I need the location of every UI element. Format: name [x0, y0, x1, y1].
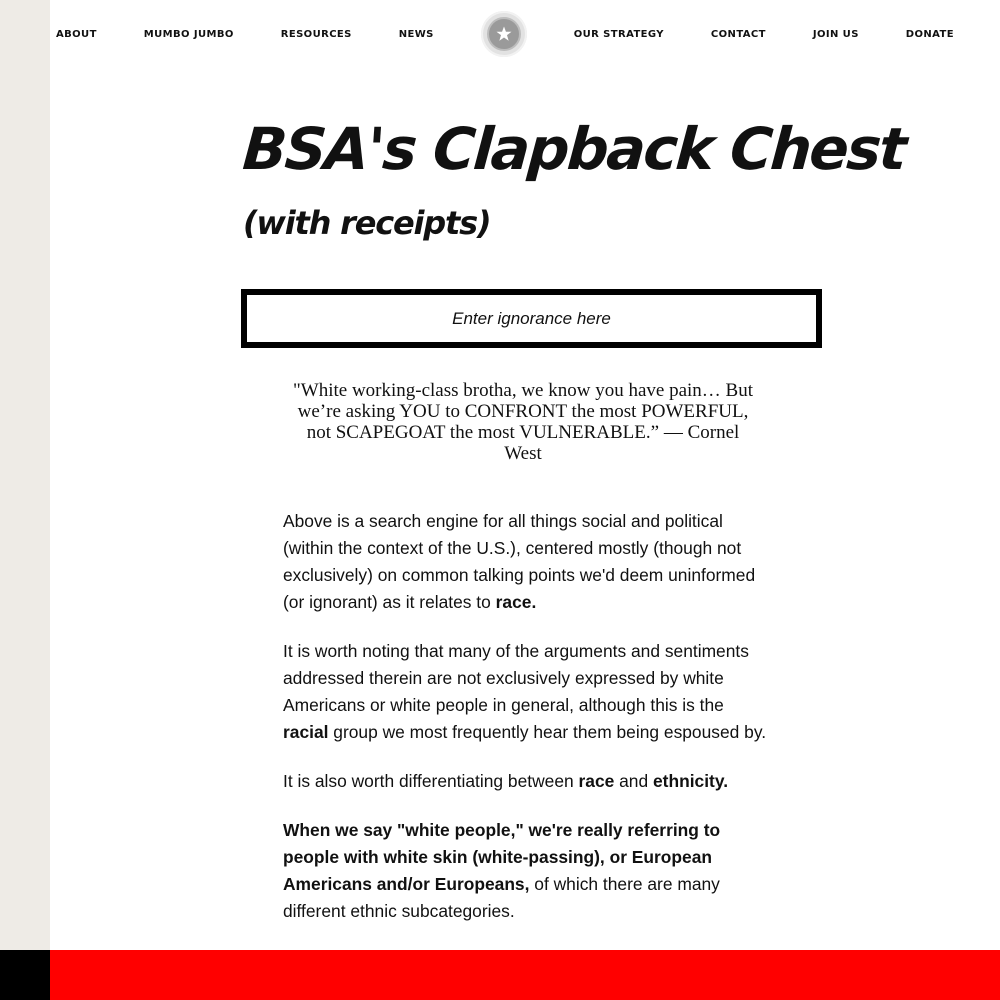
intro-p3-bold-a: race — [578, 771, 615, 791]
nav-about[interactable]: ABOUT — [56, 28, 97, 40]
intro-paragraph-2 — [283, 638, 769, 746]
intro-paragraph-1 — [283, 508, 769, 616]
intro-p2-bold: racial — [283, 722, 329, 742]
intro-paragraph-3 — [283, 768, 769, 795]
page-subtitle: (with receipts) — [243, 204, 491, 242]
footer-red-bar — [50, 950, 1000, 1000]
intro-p3-text-a: It is also worth differentiating between — [283, 771, 579, 791]
top-nav — [50, 0, 1000, 68]
footer-black-block — [0, 950, 50, 1000]
search-box — [241, 289, 822, 348]
intro-content — [283, 508, 769, 947]
cornel-west-quote: "White working-class brotha, we know you have pain… But we’re asking YOU to CONFRONT the most POWERFUL, not SCAPEGOAT the most VULNERABLE.” — Cornel West — [293, 380, 753, 464]
nav-mumbo-jumbo[interactable]: MUMBO JUMBO — [143, 28, 234, 40]
nav-news[interactable]: NEWS — [398, 28, 434, 40]
intro-paragraph-4 — [283, 817, 769, 925]
intro-p1-bold: race. — [495, 592, 537, 612]
page-title: BSA's Clapback Chest — [240, 115, 908, 183]
intro-p1-text: Above is a search engine for all things social and political (within the context of the U.S.), centered mostly (though not exclusively) on common talking points we'd deem uninformed (or ignorant) as it relates to — [283, 511, 756, 612]
left-side-strip — [0, 0, 50, 950]
site-logo[interactable] — [481, 11, 527, 57]
nav-our-strategy[interactable]: OUR STRATEGY — [573, 28, 664, 40]
nav-donate[interactable]: DONATE — [905, 28, 954, 40]
intro-p2-text-b: group we most frequently hear them being espoused by. — [328, 722, 767, 742]
search-input[interactable] — [247, 295, 816, 342]
star-circle-icon — [487, 17, 521, 51]
intro-p4-bold: When we say "white people," we're really referring to people with white skin (white-passing), or European Americans and/or Europeans, — [283, 820, 721, 894]
intro-p3-text-b: and — [614, 771, 653, 791]
nav-join-us[interactable]: JOIN US — [812, 28, 859, 40]
nav-resources[interactable]: RESOURCES — [280, 28, 352, 40]
intro-p4-text: of which there are many different ethnic subcategories. — [283, 874, 720, 921]
intro-p2-text-a: It is worth noting that many of the arguments and sentiments addressed therein are not exclusively expressed by white Americans or white people in general, although this is the — [283, 641, 749, 715]
intro-p3-bold-b: ethnicity. — [652, 771, 729, 791]
nav-contact[interactable]: CONTACT — [710, 28, 766, 40]
